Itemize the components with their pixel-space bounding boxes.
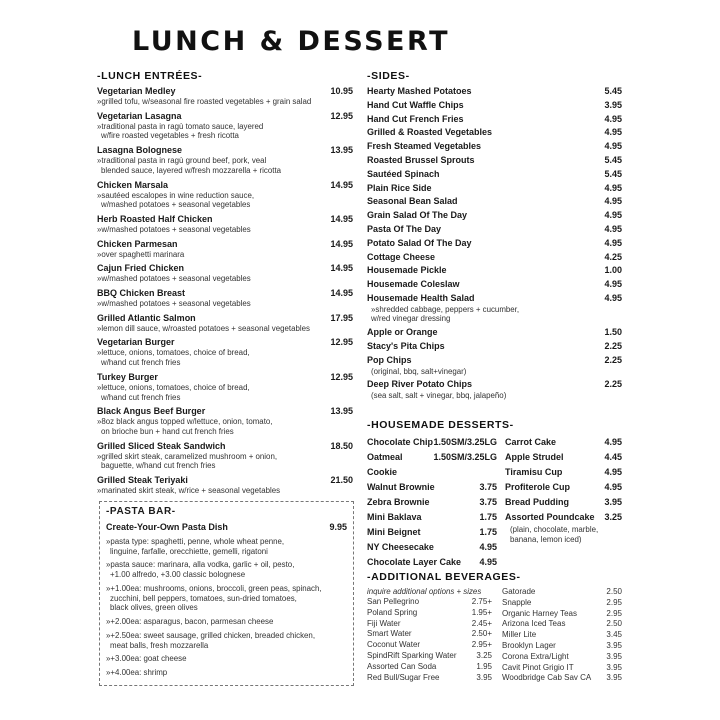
side-name: Deep River Potato Chips <box>367 379 473 390</box>
entree-price: 18.50 <box>330 440 353 451</box>
entree-name: Black Angus Beef Burger <box>97 406 206 417</box>
entree-row <box>97 288 353 299</box>
side-price: 4.95 <box>604 279 622 290</box>
side-item <box>367 279 622 290</box>
side-name: Seasonal Bean Salad <box>367 196 458 207</box>
side-item <box>367 114 622 125</box>
sides-section <box>367 70 622 404</box>
side-name: Potato Salad Of The Day <box>367 237 472 248</box>
beverage-name: Red Bull/Sugar Free <box>367 672 440 682</box>
pasta-option-line: zucchini, bell peppers, tomatoes, sun-dried tomatoes, <box>110 593 297 603</box>
side-item <box>367 355 622 366</box>
side-price: 1.00 <box>604 265 622 276</box>
beverage-price: 2.95+ <box>471 640 492 650</box>
entree-name: Grilled Sliced Steak Sandwich <box>97 440 226 451</box>
dessert-item <box>367 525 497 540</box>
entree-row <box>97 263 353 274</box>
entree-description-line: blended sauce, layered w/fresh mozzarella + ricotta <box>101 165 282 175</box>
beverage-name: San Pellegrino <box>367 597 420 606</box>
entree-price: 12.95 <box>330 337 353 348</box>
sides-list <box>367 86 622 401</box>
beverage-item <box>367 619 492 630</box>
side-name: Housemade Health Salad <box>367 292 475 303</box>
desserts-left-column <box>367 435 497 570</box>
dessert-item <box>367 495 497 510</box>
beverage-name: Arizona Iced Teas <box>502 619 566 629</box>
pasta-option <box>106 617 347 627</box>
dessert-name: Oatmeal Cookie <box>367 452 403 477</box>
entree-description-line: w/hand cut french fries <box>101 392 181 402</box>
entree-name: Vegetarian Burger <box>97 337 175 348</box>
beverage-item <box>492 673 622 684</box>
beverage-price: 2.95 <box>606 608 622 618</box>
entree-list <box>97 86 353 496</box>
beverage-item <box>492 609 622 620</box>
dessert-item <box>367 435 497 450</box>
beverage-name: Brooklyn Lager <box>502 640 556 650</box>
side-name: Hand Cut Waffle Chips <box>367 99 464 110</box>
side-price: 5.45 <box>604 168 622 179</box>
side-name: Pop Chips <box>367 354 412 365</box>
side-item <box>367 86 622 97</box>
entree-description-line: »marinated skirt steak, w/rice + seasonal vegetables <box>97 486 281 496</box>
beverage-price: 3.95 <box>476 672 492 682</box>
sides-heading: -SIDES- <box>367 70 410 82</box>
pasta-option-line: meat balls, fresh mozzarella <box>110 640 209 650</box>
pasta-option-line: +1.00 alfredo, +3.00 classic bolognese <box>110 570 246 580</box>
menu-title: LUNCH & DESSERT <box>132 26 450 57</box>
beverage-name: Assorted Can Soda <box>367 661 437 671</box>
beverage-item <box>367 662 492 673</box>
side-name: Hearty Mashed Potatoes <box>367 86 472 96</box>
entree-price: 14.95 <box>330 288 353 299</box>
beverage-name: Organic Harney Teas <box>502 608 577 618</box>
beverage-price: 3.25 <box>476 650 492 660</box>
beverage-item <box>367 673 492 684</box>
dessert-price: 3.75 <box>479 482 497 492</box>
entree-description <box>97 97 353 107</box>
side-name: Hand Cut French Fries <box>367 113 464 124</box>
side-price: 2.25 <box>604 354 622 365</box>
beverage-item <box>367 597 492 608</box>
entree-row <box>97 86 353 97</box>
beverages-left-column <box>367 587 492 684</box>
beverage-item <box>492 598 622 609</box>
entree-description-line: »sautéed escalopes in wine reduction sauce, <box>97 190 255 200</box>
entree-name: Chicken Parmesan <box>97 238 178 249</box>
side-item <box>367 155 622 166</box>
beverage-name: Gatorade <box>502 587 536 596</box>
dessert-item <box>505 450 622 465</box>
dessert-item <box>505 435 622 450</box>
pasta-option <box>106 537 347 556</box>
side-price: 2.25 <box>604 340 622 351</box>
entree-description-line: »w/mashed potatoes + seasonal vegetables <box>97 299 251 309</box>
entree-name: Vegetarian Medley <box>97 86 176 96</box>
entree-description-line: »grilled tofu, w/seasonal fire roasted vegetables + grain salad <box>97 97 312 106</box>
entree-price: 12.95 <box>330 371 353 382</box>
entree-price: 13.95 <box>330 406 353 417</box>
entree-description <box>97 452 353 471</box>
side-price: 4.95 <box>604 196 622 207</box>
entree-price: 13.95 <box>330 145 353 156</box>
entree-price: 10.95 <box>330 86 353 96</box>
entree-description-line: »traditional pasta in ragù ground beef, pork, veal <box>97 156 267 166</box>
dessert-price: 4.95 <box>604 437 622 447</box>
beverage-name: SpindRift Sparking Water <box>367 650 457 660</box>
dessert-price: 3.75 <box>479 497 497 507</box>
beverages-grid <box>367 587 622 684</box>
side-name: Pasta Of The Day <box>367 223 442 234</box>
entree-item <box>97 180 353 210</box>
side-item <box>367 183 622 194</box>
entree-item <box>97 111 353 141</box>
entree-name: Turkey Burger <box>97 371 158 382</box>
beverage-price: 2.50 <box>606 619 622 629</box>
side-item <box>367 127 622 138</box>
side-item <box>367 327 622 338</box>
entree-name: Lasagna Bolognese <box>97 145 183 156</box>
dessert-name: Chocolate Chip <box>367 437 434 447</box>
side-name: Roasted Brussel Sprouts <box>367 154 475 165</box>
pasta-option-line: »pasta sauce: marinara, alla vodka, garlic + oil, pesto, <box>106 560 295 570</box>
entree-description <box>97 299 353 309</box>
beverage-item <box>367 651 492 662</box>
beverage-price: 3.95 <box>606 662 622 672</box>
pasta-options-list <box>106 537 347 678</box>
side-description <box>367 391 622 401</box>
entree-item <box>97 239 353 260</box>
entree-description <box>97 383 353 402</box>
entree-item <box>97 372 353 402</box>
pasta-option <box>106 668 347 678</box>
side-price: 2.25 <box>604 379 622 390</box>
entree-row <box>97 239 353 250</box>
entree-description <box>97 324 353 334</box>
pasta-option <box>106 631 347 650</box>
entree-price: 14.95 <box>330 238 353 249</box>
beverage-name: Smart Water <box>367 629 412 639</box>
side-item <box>367 238 622 249</box>
desserts-grid <box>367 435 622 570</box>
side-description <box>367 305 622 324</box>
side-item <box>367 252 622 263</box>
entree-description <box>97 417 353 436</box>
side-name: Cottage Cheese <box>367 251 436 262</box>
beverage-item <box>367 629 492 640</box>
side-price: 4.95 <box>604 182 622 193</box>
pasta-option-line: »+1.00ea: mushrooms, onions, broccoli, green peas, spinach, <box>106 583 322 593</box>
side-name: Housemade Coleslaw <box>367 279 460 290</box>
side-name: Sautéed Spinach <box>367 168 440 179</box>
pasta-option <box>106 654 347 664</box>
entree-description-line: »w/mashed potatoes + seasonal vegetables <box>97 274 251 284</box>
side-item <box>367 141 622 152</box>
desserts-heading: -HOUSEMADE DESSERTS- <box>367 419 514 431</box>
entree-description-line: »lemon dill sauce, w/roasted potatoes + seasonal vegetables <box>97 323 310 333</box>
side-description-line: (original, bbq, salt+vinegar) <box>371 366 467 376</box>
entree-item <box>97 145 353 175</box>
entrees-heading: -LUNCH ENTRÉES- <box>97 70 203 82</box>
pasta-option-line: »pasta type: spaghetti, penne, whole wheat penne, <box>106 537 285 546</box>
side-name: Grain Salad Of The Day <box>367 210 468 221</box>
entree-price: 14.95 <box>330 263 353 274</box>
entree-description-line: »w/mashed potatoes + seasonal vegetables <box>97 224 251 234</box>
dessert-name: Bread Pudding <box>505 497 570 507</box>
side-price: 4.95 <box>604 113 622 124</box>
side-price: 4.95 <box>604 223 622 234</box>
side-name: Fresh Steamed Vegetables <box>367 141 482 152</box>
entree-description-line: baguette, w/hand cut french fries <box>101 461 216 471</box>
entree-description <box>97 486 353 496</box>
entree-item <box>97 288 353 309</box>
side-price: 1.50 <box>604 327 622 338</box>
side-name: Housemade Pickle <box>367 265 447 276</box>
beverage-name: Poland Spring <box>367 607 418 617</box>
beverage-price: 2.75+ <box>471 597 492 606</box>
entree-description-line: »8oz black angus topped w/lettuce, onion, tomato, <box>97 417 273 427</box>
dessert-item <box>505 480 622 495</box>
dessert-item <box>367 555 497 570</box>
entree-price: 21.50 <box>330 475 353 486</box>
pasta-option <box>106 584 347 613</box>
beverage-item <box>492 619 622 630</box>
entree-description-line: »lettuce, onions, tomatoes, choice of bread, <box>97 382 250 392</box>
entree-description <box>97 250 353 260</box>
beverage-item <box>367 640 492 651</box>
pasta-bar-heading: -PASTA BAR- <box>106 506 176 517</box>
pasta-option-line: black olives, green olives <box>110 603 198 613</box>
beverage-name: Coconut Water <box>367 640 421 650</box>
beverages-heading: -ADDITIONAL BEVERAGES- <box>367 571 521 583</box>
entree-description-line: on brioche bun + hand cut french fries <box>101 426 234 436</box>
entree-name: Grilled Atlantic Salmon <box>97 312 196 323</box>
entree-price: 12.95 <box>330 110 353 121</box>
side-item <box>367 100 622 111</box>
beverage-price: 2.45+ <box>471 618 492 628</box>
dessert-name: Chocolate Layer Cake <box>367 557 462 567</box>
entree-row <box>97 337 353 348</box>
side-price: 5.45 <box>604 154 622 165</box>
dessert-name: Carrot Cake <box>505 437 557 447</box>
side-description-line: w/red vinegar dressing <box>371 314 451 324</box>
dessert-name: NY Cheesecake <box>367 542 434 552</box>
dessert-item <box>367 510 497 525</box>
desserts-right-column <box>497 435 622 570</box>
side-item <box>367 293 622 304</box>
side-price: 3.95 <box>604 99 622 110</box>
dessert-description-line: banana, lemon iced) <box>510 534 582 544</box>
dessert-price: 4.95 <box>479 557 497 567</box>
dessert-price: 3.95 <box>604 497 622 507</box>
side-name: Apple or Orange <box>367 327 438 338</box>
entree-name: Grilled Steak Teriyaki <box>97 475 188 486</box>
side-item <box>367 196 622 207</box>
entree-description <box>97 191 353 210</box>
beverage-item <box>492 652 622 663</box>
dessert-price: 4.95 <box>604 467 622 477</box>
entree-name: Vegetarian Lasagna <box>97 110 182 121</box>
entree-row <box>97 475 353 486</box>
entree-description-line: »traditional pasta in ragù tomato sauce, layered <box>97 121 264 131</box>
beverage-price: 2.50 <box>606 587 622 596</box>
dessert-item <box>367 540 497 555</box>
dessert-price: 1.75 <box>479 527 497 537</box>
dessert-price: 1.50SM/3.25LG <box>433 437 497 447</box>
entree-item <box>97 313 353 334</box>
entree-name: Herb Roasted Half Chicken <box>97 213 213 224</box>
beverage-price: 2.95 <box>606 597 622 607</box>
entree-item <box>97 441 353 471</box>
beverage-item <box>492 630 622 641</box>
side-description-line: (sea salt, salt + vinegar, bbq, jalapeño) <box>371 391 507 401</box>
entree-name: BBQ Chicken Breast <box>97 288 186 299</box>
beverage-name: Woodbridge Cab Sav CA <box>502 673 592 683</box>
side-item <box>367 224 622 235</box>
side-price: 4.95 <box>604 237 622 248</box>
entree-row <box>97 214 353 225</box>
beverage-item <box>492 587 622 598</box>
dessert-name: Zebra Brownie <box>367 497 430 507</box>
entree-price: 17.95 <box>330 312 353 323</box>
pasta-option-line: »+4.00ea: shrimp <box>106 668 168 678</box>
beverages-section <box>367 571 622 684</box>
side-price: 5.45 <box>604 86 622 96</box>
beverages-right-list <box>492 587 622 684</box>
entree-description-line: »grilled skirt steak, caramelized mushroom + onion, <box>97 451 278 461</box>
side-item <box>367 210 622 221</box>
entree-description-line: w/fire roasted vegetables + fresh ricotta <box>101 131 239 141</box>
pasta-bar-price: 9.95 <box>329 522 347 532</box>
side-price: 4.95 <box>604 292 622 303</box>
dessert-name: Assorted Poundcake <box>505 512 595 522</box>
dessert-description <box>505 525 622 544</box>
dessert-item <box>505 495 622 510</box>
entree-item <box>97 263 353 284</box>
beverage-price: 1.95 <box>476 661 492 671</box>
dessert-price: 4.95 <box>604 482 622 492</box>
entree-description-line: w/hand cut french fries <box>101 358 181 368</box>
side-item <box>367 265 622 276</box>
pasta-bar-box <box>99 501 354 686</box>
beverage-price: 2.50+ <box>471 629 492 639</box>
side-description <box>367 367 622 377</box>
dessert-price: 1.50SM/3.25LG <box>433 452 497 462</box>
entree-row <box>97 406 353 417</box>
dessert-name: Mini Beignet <box>367 527 421 537</box>
side-item <box>367 341 622 352</box>
side-price: 4.95 <box>604 141 622 152</box>
entree-name: Chicken Marsala <box>97 179 169 190</box>
pasta-option-line: linguine, farfalle, orecchiette, gemelli, rigatoni <box>110 546 268 556</box>
lunch-entrees-section <box>97 70 353 500</box>
beverage-name: Miller Lite <box>502 630 537 640</box>
entree-row <box>97 441 353 452</box>
dessert-price: 4.45 <box>604 452 622 462</box>
entree-name: Cajun Fried Chicken <box>97 263 185 274</box>
dessert-item <box>505 465 622 480</box>
entree-description <box>97 156 353 175</box>
entree-price: 14.95 <box>330 179 353 190</box>
dessert-price: 1.75 <box>479 512 497 522</box>
entree-item <box>97 337 353 367</box>
dessert-price: 3.25 <box>604 512 622 522</box>
beverage-price: 3.95 <box>606 640 622 650</box>
beverages-note: inquire additional options + sizes <box>367 587 482 596</box>
dessert-price: 4.95 <box>479 542 497 552</box>
entree-description-line: »lettuce, onions, tomatoes, choice of bread, <box>97 348 250 358</box>
beverage-name: Corona Extra/Light <box>502 651 569 661</box>
pasta-option-line: »+2.00ea: asparagus, bacon, parmesan cheese <box>106 617 274 627</box>
entree-row <box>97 180 353 191</box>
beverage-name: Cavit Pinot Grigio IT <box>502 662 574 672</box>
beverage-price: 3.95 <box>606 673 622 683</box>
entree-row <box>97 313 353 324</box>
side-description-line: »shredded cabbage, peppers + cucumber, <box>371 304 520 314</box>
pasta-option <box>106 560 347 579</box>
beverage-item <box>492 641 622 652</box>
side-item <box>367 379 622 390</box>
entree-item <box>97 475 353 496</box>
dessert-name: Profiterole Cup <box>505 482 571 492</box>
side-price: 4.25 <box>604 251 622 262</box>
entree-row <box>97 111 353 122</box>
entree-row <box>97 372 353 383</box>
beverage-name: Fiji Water <box>367 618 401 628</box>
entree-item <box>97 406 353 436</box>
pasta-bar-title-row <box>106 522 347 532</box>
dessert-name: Walnut Brownie <box>367 482 435 492</box>
beverages-left-list <box>367 597 492 683</box>
entree-description-line: »over spaghetti marinara <box>97 249 185 259</box>
entree-description-line: w/mashed potatoes + seasonal vegetables <box>101 200 251 210</box>
beverage-item <box>492 663 622 674</box>
pasta-bar-title: Create-Your-Own Pasta Dish <box>106 522 228 532</box>
entree-description <box>97 225 353 235</box>
dessert-name: Mini Baklava <box>367 512 422 522</box>
side-name: Grilled & Roasted Vegetables <box>367 127 493 138</box>
beverage-price: 3.45 <box>606 630 622 640</box>
side-name: Plain Rice Side <box>367 182 432 193</box>
entree-item <box>97 214 353 235</box>
beverage-price: 1.95+ <box>471 607 492 617</box>
entree-description <box>97 122 353 141</box>
dessert-item <box>367 450 497 480</box>
dessert-name: Apple Strudel <box>505 452 564 462</box>
side-price: 4.95 <box>604 210 622 221</box>
beverage-item <box>367 608 492 619</box>
pasta-option-line: »+2.50ea: sweet sausage, grilled chicken, breaded chicken, <box>106 630 316 640</box>
side-price: 4.95 <box>604 127 622 138</box>
side-item <box>367 169 622 180</box>
dessert-item <box>367 480 497 495</box>
beverage-name: Snapple <box>502 597 532 607</box>
dessert-item <box>505 510 622 525</box>
entree-description <box>97 348 353 367</box>
pasta-option-line: »+3.00ea: goat cheese <box>106 654 187 664</box>
entree-row <box>97 145 353 156</box>
entree-item <box>97 86 353 107</box>
desserts-section <box>367 419 622 570</box>
dessert-name: Tiramisu Cup <box>505 467 563 477</box>
entree-price: 14.95 <box>330 213 353 224</box>
side-name: Stacy's Pita Chips <box>367 340 445 351</box>
dessert-description-line: (plain, chocolate, marble, <box>510 525 599 534</box>
beverage-price: 3.95 <box>606 651 622 661</box>
entree-description <box>97 274 353 284</box>
